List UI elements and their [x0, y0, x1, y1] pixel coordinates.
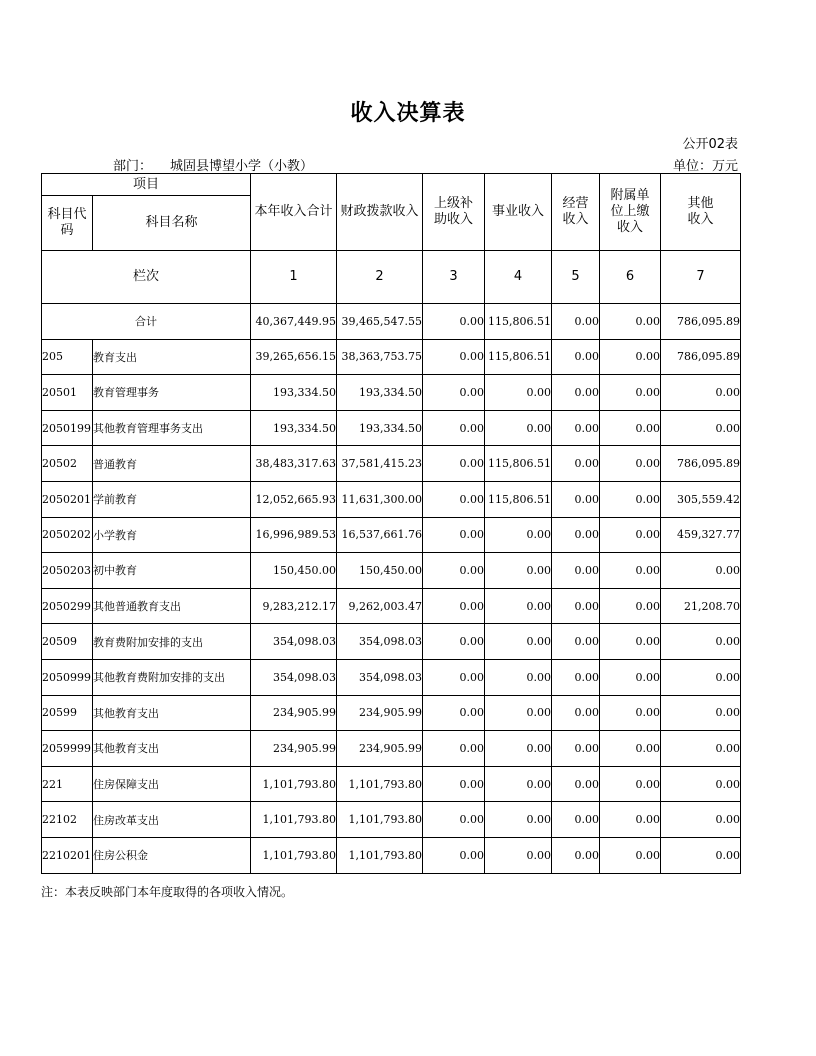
- amount-cell: 1,101,793.80: [251, 766, 337, 802]
- amount-cell: 0.00: [600, 624, 661, 660]
- amount-cell: 0.00: [423, 481, 485, 517]
- header-item: 项目: [42, 174, 251, 196]
- subject-name: 其他普通教育支出: [93, 588, 251, 624]
- amount-cell: 0.00: [423, 339, 485, 375]
- amount-cell: 0.00: [661, 802, 741, 838]
- amount-cell: 0.00: [423, 659, 485, 695]
- amount-cell: 11,631,300.00: [337, 481, 423, 517]
- header-subject-code-label: 科目代码: [47, 207, 87, 238]
- header-fiscal: 财政拨款收入: [337, 174, 423, 251]
- amount-cell: 193,334.50: [251, 375, 337, 411]
- amount-cell: 0.00: [600, 659, 661, 695]
- footnote: 注：本表反映部门本年度取得的各项收入情况。: [41, 885, 294, 899]
- subject-code: 20501: [42, 375, 93, 411]
- amount-cell: 193,334.50: [337, 375, 423, 411]
- total-label: 合计: [42, 304, 251, 340]
- header-affiliated-label: 附属单位上缴收入: [610, 188, 650, 235]
- column-number: 5: [552, 251, 600, 304]
- table-row: [42, 588, 741, 624]
- total-row: [42, 304, 741, 340]
- amount-cell: 0.00: [485, 695, 552, 731]
- amount-cell: 0.00: [485, 517, 552, 553]
- subject-code: 2050202: [42, 517, 93, 553]
- amount-cell: 0.00: [485, 375, 552, 411]
- amount-cell: 21,208.70: [661, 588, 741, 624]
- amount-cell: 1,101,793.80: [337, 802, 423, 838]
- amount-cell: 0.00: [661, 553, 741, 589]
- amount-cell: 0.00: [661, 375, 741, 411]
- amount-cell: 0.00: [600, 766, 661, 802]
- header-upper-subsidy-label: 上级补助收入: [434, 196, 474, 227]
- amount-cell: 0.00: [600, 837, 661, 873]
- header-subject-code: [42, 196, 93, 251]
- amount-cell: 0.00: [552, 339, 600, 375]
- amount-cell: 0.00: [423, 588, 485, 624]
- amount-cell: 0.00: [600, 588, 661, 624]
- header-column-label: 栏次: [42, 251, 251, 304]
- amount-cell: 0.00: [552, 802, 600, 838]
- subject-code: 205: [42, 339, 93, 375]
- amount-cell: 0.00: [600, 517, 661, 553]
- amount-cell: 0.00: [552, 410, 600, 446]
- amount-cell: 0.00: [552, 624, 600, 660]
- amount-cell: 115,806.51: [485, 481, 552, 517]
- table-row: [42, 624, 741, 660]
- amount-cell: 38,483,317.63: [251, 446, 337, 482]
- amount-cell: 9,262,003.47: [337, 588, 423, 624]
- amount-cell: 0.00: [600, 339, 661, 375]
- header-affiliated: [600, 174, 661, 251]
- subject-name: 住房公积金: [93, 837, 251, 873]
- amount-cell: 150,450.00: [251, 553, 337, 589]
- column-number: 6: [600, 251, 661, 304]
- header-operation: [552, 174, 600, 251]
- amount-cell: 0.00: [600, 446, 661, 482]
- form-code: 公开02表: [682, 137, 738, 152]
- amount-cell: 354,098.03: [337, 624, 423, 660]
- table-row: [42, 553, 741, 589]
- subject-code: 22102: [42, 802, 93, 838]
- column-number: 2: [337, 251, 423, 304]
- total-value: 115,806.51: [485, 304, 552, 340]
- amount-cell: 0.00: [600, 410, 661, 446]
- amount-cell: 459,327.77: [661, 517, 741, 553]
- table-row: [42, 375, 741, 411]
- amount-cell: 0.00: [661, 695, 741, 731]
- amount-cell: 0.00: [423, 802, 485, 838]
- total-value: 786,095.89: [661, 304, 741, 340]
- amount-cell: 0.00: [552, 375, 600, 411]
- column-number: 4: [485, 251, 552, 304]
- amount-cell: 150,450.00: [337, 553, 423, 589]
- amount-cell: 0.00: [600, 481, 661, 517]
- subject-code: 221: [42, 766, 93, 802]
- subject-name: 其他教育支出: [93, 731, 251, 767]
- amount-cell: 0.00: [552, 446, 600, 482]
- amount-cell: 12,052,665.93: [251, 481, 337, 517]
- amount-cell: 0.00: [485, 588, 552, 624]
- subject-code: 2210201: [42, 837, 93, 873]
- table-row: [42, 837, 741, 873]
- department-label: 部门：: [113, 159, 153, 174]
- table-row: [42, 766, 741, 802]
- amount-cell: 0.00: [423, 731, 485, 767]
- subject-code: 20509: [42, 624, 93, 660]
- amount-cell: 1,101,793.80: [251, 802, 337, 838]
- amount-cell: 9,283,212.17: [251, 588, 337, 624]
- header-upper-subsidy: [423, 174, 485, 251]
- total-value: 0.00: [552, 304, 600, 340]
- subject-code: 20599: [42, 695, 93, 731]
- amount-cell: 0.00: [600, 375, 661, 411]
- amount-cell: 0.00: [661, 410, 741, 446]
- department-name: 城固县博望小学（小教）: [170, 159, 314, 174]
- unit-label: 单位：万元: [672, 159, 738, 174]
- amount-cell: 234,905.99: [251, 695, 337, 731]
- amount-cell: 193,334.50: [337, 410, 423, 446]
- amount-cell: 0.00: [423, 375, 485, 411]
- table-row: [42, 695, 741, 731]
- amount-cell: 786,095.89: [661, 339, 741, 375]
- amount-cell: 0.00: [485, 837, 552, 873]
- subject-code: 2050999: [42, 659, 93, 695]
- total-value: 39,465,547.55: [337, 304, 423, 340]
- header-operation-label: 经营收入: [562, 196, 589, 227]
- amount-cell: 0.00: [600, 731, 661, 767]
- amount-cell: 0.00: [423, 766, 485, 802]
- amount-cell: 0.00: [552, 837, 600, 873]
- amount-cell: 354,098.03: [337, 659, 423, 695]
- amount-cell: 0.00: [600, 802, 661, 838]
- amount-cell: 0.00: [423, 517, 485, 553]
- page-title: 收入决算表: [350, 101, 466, 126]
- column-number: 3: [423, 251, 485, 304]
- department-line: [113, 155, 313, 174]
- subject-name: 教育管理事务: [93, 375, 251, 411]
- amount-cell: 305,559.42: [661, 481, 741, 517]
- amount-cell: 234,905.99: [251, 731, 337, 767]
- amount-cell: 0.00: [423, 446, 485, 482]
- amount-cell: 0.00: [661, 731, 741, 767]
- amount-cell: 0.00: [485, 659, 552, 695]
- amount-cell: 37,581,415.23: [337, 446, 423, 482]
- amount-cell: 354,098.03: [251, 659, 337, 695]
- amount-cell: 354,098.03: [251, 624, 337, 660]
- header-other-label: 其他收入: [687, 196, 714, 227]
- income-table: [41, 173, 741, 874]
- subject-name: 学前教育: [93, 481, 251, 517]
- table-row: [42, 410, 741, 446]
- amount-cell: 1,101,793.80: [337, 766, 423, 802]
- amount-cell: 0.00: [661, 659, 741, 695]
- amount-cell: 0.00: [423, 624, 485, 660]
- amount-cell: 0.00: [485, 624, 552, 660]
- total-value: 0.00: [423, 304, 485, 340]
- header-business: 事业收入: [485, 174, 552, 251]
- subject-code: 2050299: [42, 588, 93, 624]
- header-total: 本年收入合计: [251, 174, 337, 251]
- amount-cell: 39,265,656.15: [251, 339, 337, 375]
- amount-cell: 16,537,661.76: [337, 517, 423, 553]
- amount-cell: 0.00: [552, 766, 600, 802]
- amount-cell: 1,101,793.80: [337, 837, 423, 873]
- total-value: 0.00: [600, 304, 661, 340]
- subject-name: 小学教育: [93, 517, 251, 553]
- header-subject-name: 科目名称: [93, 196, 251, 251]
- amount-cell: 234,905.99: [337, 695, 423, 731]
- amount-cell: 0.00: [423, 410, 485, 446]
- subject-name: 住房保障支出: [93, 766, 251, 802]
- amount-cell: 0.00: [485, 766, 552, 802]
- amount-cell: 0.00: [661, 766, 741, 802]
- amount-cell: 38,363,753.75: [337, 339, 423, 375]
- total-value: 40,367,449.95: [251, 304, 337, 340]
- table-row: [42, 481, 741, 517]
- amount-cell: 0.00: [600, 553, 661, 589]
- table-row: [42, 517, 741, 553]
- amount-cell: 0.00: [423, 837, 485, 873]
- amount-cell: 0.00: [661, 837, 741, 873]
- amount-cell: 0.00: [485, 802, 552, 838]
- subject-code: 2050203: [42, 553, 93, 589]
- amount-cell: 0.00: [552, 588, 600, 624]
- column-number: 1: [251, 251, 337, 304]
- subject-code: 2050201: [42, 481, 93, 517]
- amount-cell: 0.00: [552, 731, 600, 767]
- subject-name: 教育支出: [93, 339, 251, 375]
- amount-cell: 115,806.51: [485, 446, 552, 482]
- amount-cell: 0.00: [552, 695, 600, 731]
- amount-cell: 115,806.51: [485, 339, 552, 375]
- table-row: [42, 446, 741, 482]
- amount-cell: 0.00: [552, 481, 600, 517]
- amount-cell: 0.00: [485, 731, 552, 767]
- subject-name: 其他教育费附加安排的支出: [93, 659, 251, 695]
- amount-cell: 0.00: [423, 553, 485, 589]
- amount-cell: 0.00: [552, 659, 600, 695]
- subject-code: 2059999: [42, 731, 93, 767]
- subject-name: 普通教育: [93, 446, 251, 482]
- amount-cell: 0.00: [423, 695, 485, 731]
- amount-cell: 786,095.89: [661, 446, 741, 482]
- amount-cell: 1,101,793.80: [251, 837, 337, 873]
- amount-cell: 0.00: [485, 410, 552, 446]
- table-row: [42, 659, 741, 695]
- amount-cell: 0.00: [661, 624, 741, 660]
- amount-cell: 0.00: [552, 517, 600, 553]
- subject-name: 教育费附加安排的支出: [93, 624, 251, 660]
- subject-code: 2050199: [42, 410, 93, 446]
- subject-name: 住房改革支出: [93, 802, 251, 838]
- amount-cell: 234,905.99: [337, 731, 423, 767]
- subject-code: 20502: [42, 446, 93, 482]
- amount-cell: 16,996,989.53: [251, 517, 337, 553]
- table-row: [42, 731, 741, 767]
- amount-cell: 0.00: [485, 553, 552, 589]
- table-row: [42, 802, 741, 838]
- header-other: [661, 174, 741, 251]
- column-number: 7: [661, 251, 741, 304]
- subject-name: 其他教育支出: [93, 695, 251, 731]
- amount-cell: 193,334.50: [251, 410, 337, 446]
- amount-cell: 0.00: [552, 553, 600, 589]
- subject-name: 其他教育管理事务支出: [93, 410, 251, 446]
- amount-cell: 0.00: [600, 695, 661, 731]
- subject-name: 初中教育: [93, 553, 251, 589]
- table-row: [42, 339, 741, 375]
